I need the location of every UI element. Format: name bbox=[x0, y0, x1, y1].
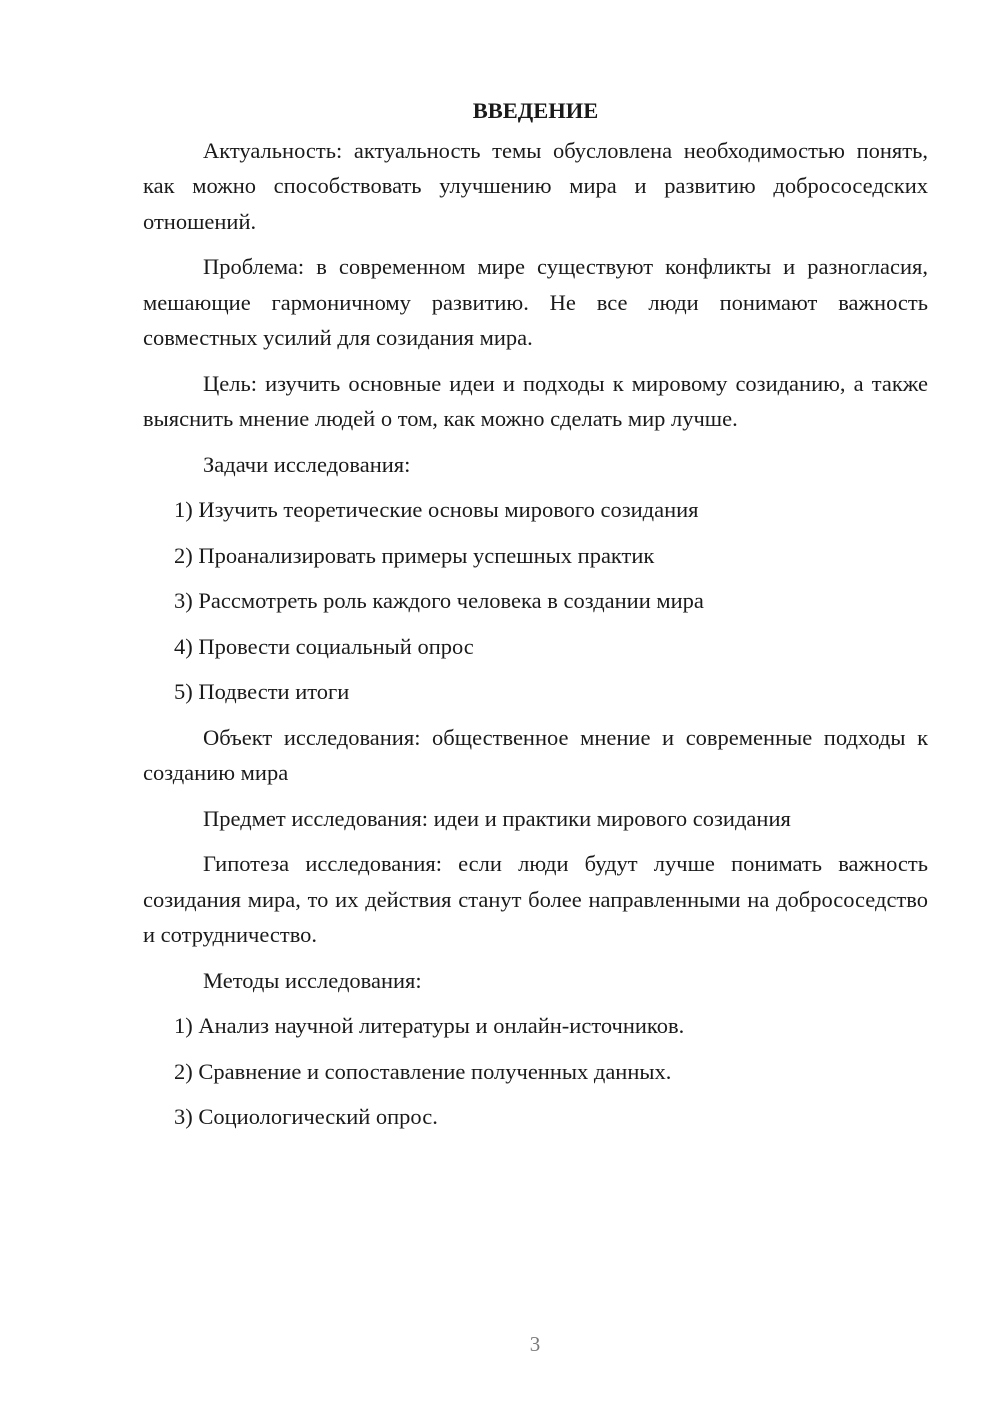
task-item: 2) Проанализировать примеры успешных практик bbox=[174, 542, 655, 568]
goal-paragraph: Цель: изучить основные идеи и подходы к мировому созиданию, а также выяснить мнение людей о том, как можно сделать мир лучше. bbox=[143, 370, 928, 431]
object-paragraph: Объект исследования: общественное мнение и современные подходы к созданию мира bbox=[143, 724, 928, 785]
hypothesis-paragraph: Гипотеза исследования: если люди будут лучше понимать важность созидания мира, то их действия станут более направленными на добрососедство и сотрудничество. bbox=[143, 851, 928, 947]
task-item: 4) Провести социальный опрос bbox=[174, 633, 474, 659]
section-title: ВВЕДЕНИЕ bbox=[472, 98, 599, 123]
method-item: 2) Сравнение и сопоставление полученных данных. bbox=[174, 1058, 672, 1084]
task-item: 5) Подвести итоги bbox=[174, 679, 350, 704]
document-body bbox=[143, 93, 928, 1145]
task-item: 3) Рассмотреть роль каждого человека в создании мира bbox=[174, 588, 704, 613]
methods-list bbox=[143, 1008, 928, 1135]
tasks-list bbox=[143, 492, 928, 710]
methods-heading: Методы исследования: bbox=[203, 967, 422, 993]
method-item: 3) Социологический опрос. bbox=[174, 1104, 438, 1129]
task-item: 1) Изучить теоретические основы мирового созидания bbox=[174, 497, 699, 522]
page-number: 3 bbox=[529, 1332, 541, 1356]
relevance-paragraph: Актуальность: актуальность темы обусловлена необходимостью понять, как можно способствовать улучшению мира и развитию добрососедских отношений. bbox=[143, 137, 928, 234]
tasks-heading: Задачи исследования: bbox=[203, 451, 411, 477]
problem-paragraph: Проблема: в современном мире существуют конфликты и разногласия, мешающие гармоничному развитию. Не все люди понимают важность совместных усилий для созидания мира. bbox=[143, 254, 928, 350]
subject-paragraph: Предмет исследования: идеи и практики мирового созидания bbox=[203, 805, 791, 831]
method-item: 1) Анализ научной литературы и онлайн-источников. bbox=[174, 1013, 685, 1038]
